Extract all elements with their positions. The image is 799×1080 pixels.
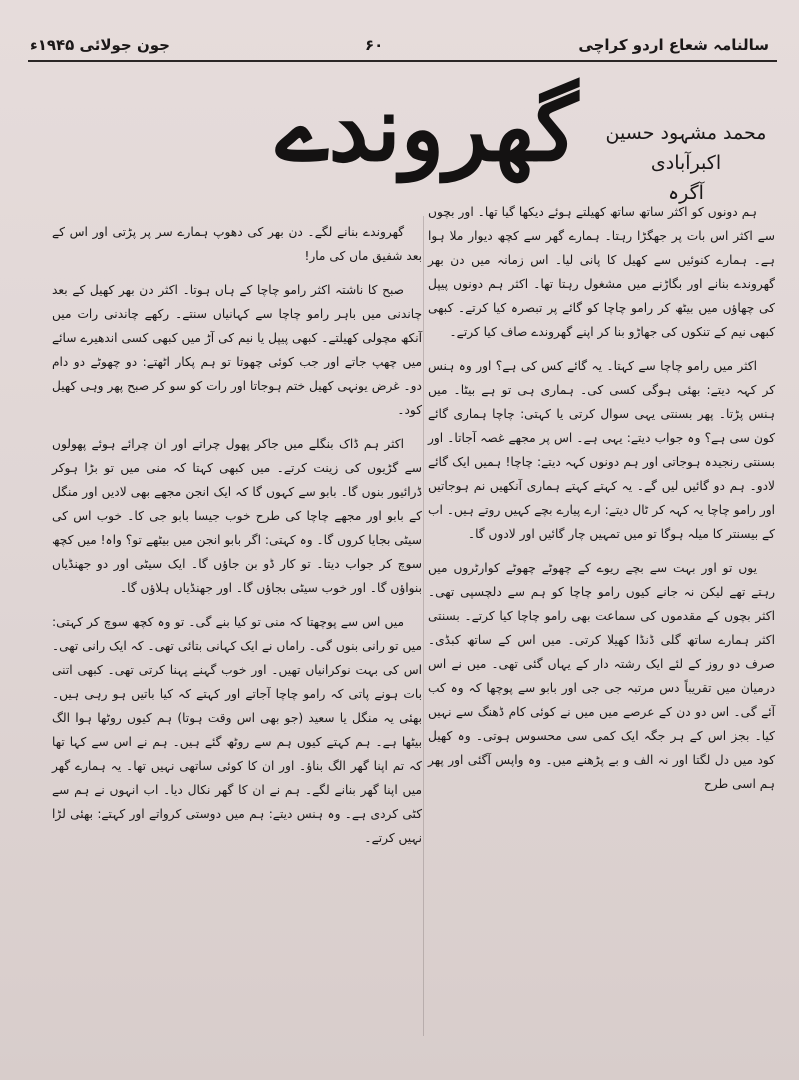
paragraph: ہم دونوں کو اکثر ساتھ ساتھ کھیلتے ہوئے دیکھا گیا تھا۔ اور بچوں سے اکثر اس بات پر جھگڑا رہتا۔ ہمارے گھر سے کچھ دیوار ملا ہوا ہے۔ ہمارے کنوئیں سے کھیل کا پانی لیا۔ اس زمانہ میں دن بھر گھروندے بنانے اور بگاڑنے میں مشغول رہتا تھا۔ اکثر ہم دونوں پیپل کی چھاؤں میں بیٹھ کر رامو چاچا کو گائے پر تبصرہ کیا کرتے۔ کبھی کبھی نیم کے تنکوں کی جھاڑو بنا کر اپنے گھروندے صاف کیا کرتے۔ bbox=[428, 205, 775, 339]
author-name: محمد مشہود حسین اکبرآبادی bbox=[605, 122, 767, 174]
author-place: آگرہ bbox=[668, 182, 704, 204]
right-column bbox=[428, 200, 775, 1050]
paragraph: اکثر ہم ڈاک بنگلے میں جاکر پھول چراتے اور ان چرائے ہوئے پھولوں سے گڑیوں کی زینت کرتے۔ میں کبھی کہتا کہ منی میں تو بڑا ہوکر ڈرائیور بنوں گا۔ بابو سے کہوں گا کہ ایک انجن مجھے بھی لادیں اور منگل کے بابو اور مجھے چاچا کی طرح خوب جیسا بابو جی کا۔ خوب اس کی سیٹی بجایا کروں گا۔ وہ کہتی: اگر بابو انجن میں بیٹھے تو؟ واہ! میں کچھ سوچ کر جواب دیتا۔ تو کار ڈو بن جاؤں گا۔ ایک سیٹی اور دو جھنڈیاں بنواؤں گا۔ اور خوب سیٹی بجاؤں گا۔ اور جھنڈیاں ہلاؤں گا۔ bbox=[52, 437, 422, 595]
column-divider bbox=[423, 216, 424, 1036]
issue-name: سالنامہ شعاع اردو کراچی bbox=[578, 36, 769, 54]
paragraph: صبح کا ناشتہ اکثر رامو چاچا کے ہاں ہوتا۔ اکثر دن بھر کھیل کے بعد چاندنی میں باہر رامو چاچا سے کہانیاں سنتے۔ رکھے چاندنی رات میں آنکھ مچولی کھیلتے۔ کبھی پیپل یا نیم کی آڑ میں کبھی کسی اندھیرے سائے میں چھپ جاتے اور جب کوئی چھوتا تو ہم پکار اٹھتے: دو چھوٹے دو دام دو۔ غرض یونہی کھیل ختم ہوجاتا اور رات کو سو کر صبح پھر وہی کھیل کود۔ bbox=[52, 283, 422, 417]
paragraph: یوں تو اور بہت سے بچے ریوے کے چھوٹے چھوٹے کوارٹروں میں رہتے تھے لیکن نہ جانے کیوں رامو چاچا کو ہم سے دلچسپی تھی۔ اکثر بچوں کے مقدموں کی سماعت بھی رامو چاچا کیا کرتے۔ بسنتی اکثر ہمارے ساتھ گلی ڈنڈا کھیلا کرتی۔ میں اس کے ساتھ کبڈی۔ صرف دو روز کے لئے ایک رشتہ دار کے یہاں گئی تھی۔ میں نے اس درمیان میں تقریباً دس مرتبہ جی جی اور بابو سے پوچھا کہ وہ کب آئے گی۔ اس دو دن کے عرصے میں میں نے کوئی کام ڈھنگ سے نہیں کیا۔ بجز اس کے ہر جگہ ایک کمی سی محسوس ہوتی۔ وہ کھیل کود میں دل لگتا اور نہ الف و بے پڑھنے میں۔ وہ واپس آگئی اور پھر ہم اسی طرح bbox=[428, 561, 775, 791]
paragraph: اکثر میں رامو چاچا سے کہتا۔ یہ گائے کس کی ہے؟ اور وہ ہنس کر کہہ دیتے: بھئی ہوگی کسی کی۔ ہماری ہی تو ہے بیٹا۔ میں ہنس پڑتا۔ پھر بسنتی یہی سوال کرتی یا کہتی: چاچا ہماری گائے کون سی ہے؟ وہ جواب دیتے: یہی ہے۔ اس پر مجھے غصہ آجاتا۔ اور بسنتی رنجیدہ ہوجاتی اور ہم دونوں کہہ دیتے: چاچا! ہمیں ایک گائے لادو۔ ہم دو گائیں لیں گے۔ یہ کہتے کہتے ہماری آنکھیں نم ہوجاتیں اور رامو چاچا یہ کہہ کر ٹال دیتے: ارے پیارے بچے کہیں روتے ہیں۔ اب کے بیسنتر کا میلہ ہوگا تو میں تمہیں چار گائیں اور لادوں گا۔ bbox=[428, 359, 775, 541]
page-header bbox=[30, 32, 769, 58]
author-block bbox=[596, 118, 776, 208]
issue-date: جون جولائی ۱۹۴۵ء bbox=[30, 36, 170, 54]
article-title: گھروندے bbox=[275, 76, 579, 182]
paragraph: گھروندے بنانے لگے۔ دن بھر کی دھوپ ہمارے سر پر پڑتی اور اس کے بعد شفیق ماں کی مار! bbox=[52, 225, 422, 263]
page-number: ۶۰ bbox=[365, 36, 384, 54]
paragraph: میں اس سے پوچھتا کہ منی تو کیا بنے گی۔ تو وہ کچھ سوچ کر کہتی: میں تو رانی بنوں گی۔ راماں نے ایک کہانی بتائی تھی۔ کہ ایک رانی تھی۔ اس کی بہت نوکرانیاں تھیں۔ اور خوب گہنے پہنا کرتی تھی۔ کبھی اتنی بات ہونے پاتی کہ رامو چاچا آجاتے اور کہتے کہ کیا باتیں ہو رہی ہیں۔ بھئی یہ منگل یا سعید (جو بھی اس وقت ہوتا) ہم کیوں روٹھا ہوا الگ بیٹھا ہے۔ ہم کہتے کیوں ہم سے روٹھ گئے ہیں۔ ہم نے اس سے کہا تھا کہ تم اپنا گھر الگ بناؤ۔ اور ان کا کوئی ساتھی نہیں تھا۔ یہ ہمارے گھر میں اپنا گھر بنانے لگے۔ ہم نے ان کا گھر نکال دیا۔ اب انہوں نے ہم سے کٹی کردی ہے۔ وہ ہنس دیتے: ہم میں دوستی کرواتے اور کہتے: بھئی لڑا نہیں کرتے۔ bbox=[52, 615, 422, 845]
header-rule bbox=[28, 60, 777, 62]
left-column bbox=[52, 200, 422, 1050]
